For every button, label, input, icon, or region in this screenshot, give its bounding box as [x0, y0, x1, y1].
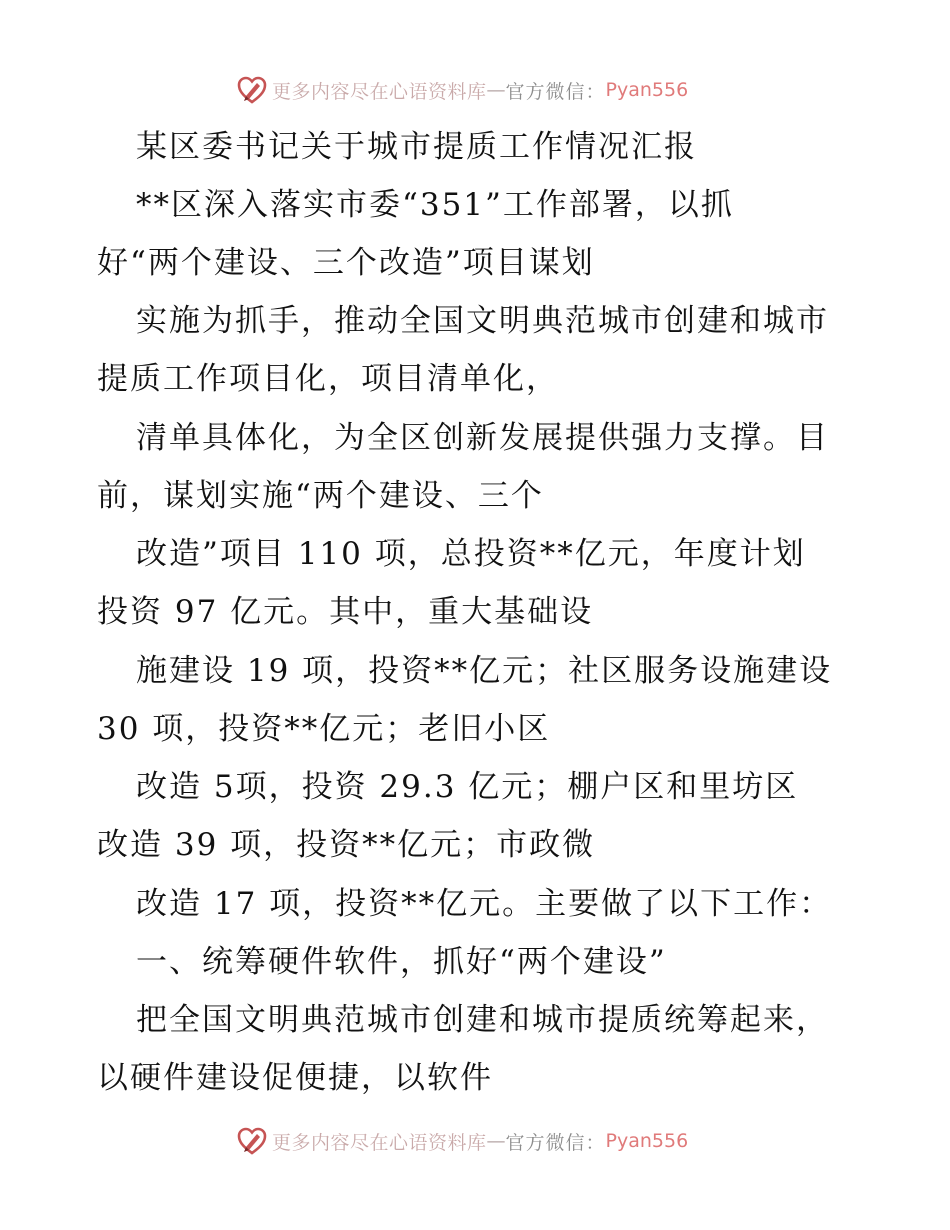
watermark-banner-top — [236, 73, 688, 107]
paragraph-line: 施建设 19 项，投资**亿元；社区服务设施建设 — [136, 653, 833, 689]
watermark-official-label: 官方微信： — [505, 80, 606, 103]
section-heading: 一、统筹硬件软件，抓好“两个建设” — [136, 944, 667, 980]
paragraph-line: 清单具体化，为全区创新发展提供强力支撑。目 — [136, 420, 829, 456]
watermark-dash: — — [486, 1130, 506, 1152]
heart-pen-logo — [236, 1125, 268, 1157]
document-title: 某区委书记关于城市提质工作情况汇报 — [136, 129, 697, 165]
paragraph-line: 30 项，投资**亿元；老旧小区 — [97, 711, 551, 747]
paragraph-line: 改造”项目 110 项，总投资**亿元，年度计划 — [136, 536, 806, 572]
watermark-wechat-id: Pyan556 — [605, 79, 689, 101]
paragraph-line: 提质工作项目化，项目清单化， — [97, 361, 559, 397]
paragraph-line: 把全国文明典范城市创建和城市提质统筹起来， — [136, 1002, 829, 1038]
watermark-site-name: 更多内容尽在心语资料库 — [272, 1131, 487, 1154]
paragraph-line: 改造 5项，投资 29.3 亿元；棚户区和里坊区 — [136, 769, 799, 805]
paragraph-line: 实施为抓手，推动全国文明典范城市创建和城市 — [136, 303, 829, 339]
watermark-banner-bottom — [236, 1124, 688, 1158]
paragraph-line: 改造 39 项，投资**亿元；市政微 — [97, 827, 596, 863]
paragraph-line: 好“两个建设、三个改造”项目谋划 — [97, 245, 595, 281]
heart-pen-logo — [236, 74, 268, 106]
paragraph-line: 改造 17 项，投资**亿元。主要做了以下工作： — [136, 886, 833, 922]
watermark-dash: — — [486, 79, 506, 101]
paragraph-line: 以硬件建设促便捷，以软件 — [97, 1060, 493, 1096]
watermark-site-name: 更多内容尽在心语资料库 — [272, 80, 487, 103]
paragraph-line: **区深入落实市委“351”工作部署，以抓 — [136, 187, 734, 223]
paragraph-line: 投资 97 亿元。其中，重大基础设 — [97, 594, 594, 630]
paragraph-line: 前，谋划实施“两个建设、三个 — [97, 478, 544, 514]
watermark-official-label: 官方微信： — [505, 1131, 606, 1154]
watermark-wechat-id: Pyan556 — [605, 1130, 689, 1152]
